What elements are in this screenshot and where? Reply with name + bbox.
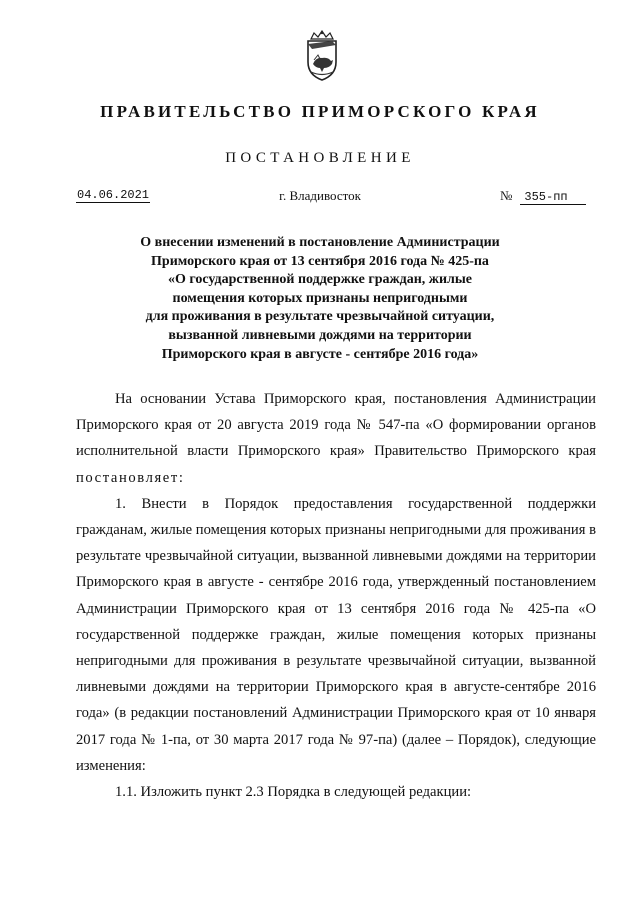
preamble-text: На основании Устава Приморского края, постановления Администрации Приморского края от 20 августа 2019 года № 547-па «О формировании органов исполнительной власти Приморского края» Правительство Приморского края [76,391,596,460]
title-line: Приморского края в августе - сентябре 2016 года» [161,346,479,362]
preamble-paragraph [76,386,596,491]
title-line: вызванной ливневыми дождями на территории [168,327,472,343]
item-1-1-paragraph: 1.1. Изложить пункт 2.3 Порядка в следующей редакции: [115,784,472,801]
title-line: Приморского края от 13 сентября 2016 года № 425-па [151,253,489,269]
title-line: для проживания в результате чрезвычайной ситуации, [145,309,495,325]
document-type: ПОСТАНОВЛЕНИЕ [225,150,415,166]
document-body [76,386,596,805]
title-line: О внесении изменений в постановление Администрации [140,235,500,250]
decree-number: 355-пп [520,190,586,205]
decree-date: 04.06.2021 [77,188,150,202]
meta-row [0,188,640,210]
title-line: помещения которых признаны непригодными [172,290,468,306]
coat-of-arms-emblem-icon [302,30,342,82]
government-title: ПРАВИТЕЛЬСТВО ПРИМОРСКОГО КРАЯ [100,102,540,121]
item-1-paragraph: 1. Внести в Порядок предоставления государственной поддержки гражданам, жилые помещения которых признаны непригодными для проживания в результате чрезвычайной ситуации, вызванной ливневыми дождями на территории Приморского края в августе - сентябре 2016 года, утвержденный постановлением Администрации Приморского края от 13 сентября 2016 года № 425-па «О государственной поддержке граждан, жилые помещения которых признаны непригодными для проживания в результате чрезвычайной ситуации, вызванной ливневыми дождями на территории Приморского края в августе-сентябре 2016 года» (в редакции постановлений Администрации Приморского края от 10 января 2017 года № 1-па, от 30 марта 2017 года № 97-па) (далее – Порядок), следующие изменения: [76,495,596,774]
decree-number-field [500,188,586,205]
decree-title [110,234,530,364]
city: г. Владивосток [279,188,361,203]
title-line: «О государственной поддержке граждан, жилые [167,272,473,288]
preamble-resolves: постановляет: [76,469,185,486]
number-sign: № [500,188,513,203]
